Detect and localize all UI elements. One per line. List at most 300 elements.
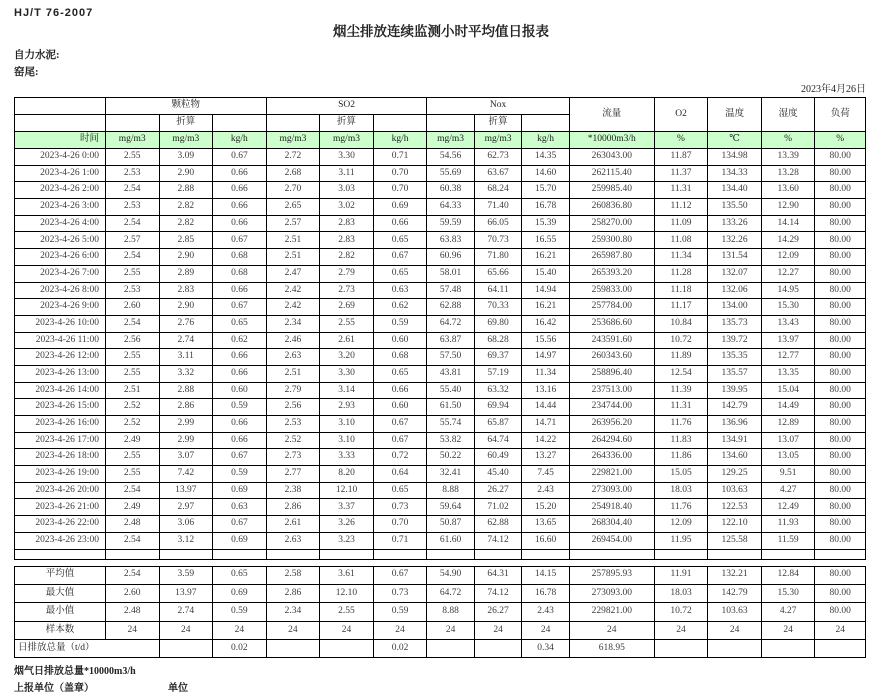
- value-cell: 2.89: [159, 265, 213, 282]
- value-cell: 15.04: [761, 382, 815, 399]
- value-cell: 16.42: [522, 315, 570, 332]
- time-cell: 2023-4-26 20:00: [15, 482, 106, 499]
- summary-value-cell: 24: [569, 621, 654, 639]
- value-cell: 80.00: [815, 349, 866, 366]
- value-cell: 71.02: [474, 499, 521, 516]
- summary-label: 最大值: [15, 584, 106, 602]
- value-cell: 3.12: [159, 532, 213, 549]
- value-cell: 3.20: [320, 349, 374, 366]
- unit-cell: %: [815, 132, 866, 149]
- summary-value-cell: 618.95: [569, 640, 654, 658]
- summary-value-cell: 15.30: [761, 584, 815, 602]
- value-cell: 2.53: [105, 165, 159, 182]
- value-cell: 10.72: [654, 332, 708, 349]
- summary-value-cell: 273093.00: [569, 584, 654, 602]
- time-cell: 2023-4-26 5:00: [15, 232, 106, 249]
- data-row: [15, 182, 866, 199]
- unit-cell: mg/m3: [266, 132, 320, 149]
- value-cell: 11.34: [522, 365, 570, 382]
- units-header-row: [15, 132, 866, 149]
- value-cell: 2.61: [266, 516, 320, 533]
- time-cell: 2023-4-26 8:00: [15, 282, 106, 299]
- value-cell: 2.55: [320, 315, 374, 332]
- summary-value-cell: 11.91: [654, 566, 708, 584]
- data-row: [15, 265, 866, 282]
- value-cell: 9.51: [761, 466, 815, 483]
- summary-value-cell: 2.48: [105, 603, 159, 621]
- value-cell: 135.73: [708, 315, 762, 332]
- value-cell: 80.00: [815, 449, 866, 466]
- summary-value-cell: 2.58: [266, 566, 320, 584]
- value-cell: 11.86: [654, 449, 708, 466]
- summary-label: 日排放总量（t/d）: [15, 640, 160, 658]
- summary-value-cell: 0.65: [213, 566, 267, 584]
- value-cell: 0.67: [213, 299, 267, 316]
- value-cell: 3.09: [159, 149, 213, 166]
- site-name: 窑尾:: [14, 67, 39, 78]
- value-cell: 243591.60: [569, 332, 654, 349]
- monitoring-table: [14, 97, 866, 560]
- value-cell: 80.00: [815, 165, 866, 182]
- value-cell: 0.69: [213, 482, 267, 499]
- value-cell: 80.00: [815, 215, 866, 232]
- data-row: [15, 299, 866, 316]
- value-cell: 11.12: [654, 199, 708, 216]
- value-cell: 2.46: [266, 332, 320, 349]
- data-row: [15, 466, 866, 483]
- value-cell: 259985.40: [569, 182, 654, 199]
- value-cell: 2.99: [159, 432, 213, 449]
- unit-cell: %: [761, 132, 815, 149]
- value-cell: 64.33: [427, 199, 474, 216]
- empty-header-cell: [266, 115, 320, 132]
- value-cell: 70.73: [474, 232, 521, 249]
- time-cell: 2023-4-26 21:00: [15, 499, 106, 516]
- data-row: [15, 499, 866, 516]
- value-cell: 11.34: [654, 249, 708, 266]
- value-cell: 2.52: [105, 399, 159, 416]
- summary-value-cell: 103.63: [708, 603, 762, 621]
- value-cell: 131.54: [708, 249, 762, 266]
- time-cell: 2023-4-26 1:00: [15, 165, 106, 182]
- value-cell: 2.83: [320, 215, 374, 232]
- summary-value-cell: 0.73: [373, 584, 427, 602]
- time-cell: 2023-4-26 16:00: [15, 416, 106, 433]
- group-header-row: [15, 98, 866, 115]
- time-cell: 2023-4-26 4:00: [15, 215, 106, 232]
- value-cell: 0.66: [213, 432, 267, 449]
- value-cell: 13.27: [522, 449, 570, 466]
- empty-cell: [427, 549, 474, 559]
- value-cell: 11.76: [654, 499, 708, 516]
- empty-cell: [320, 549, 374, 559]
- value-cell: 26.27: [474, 482, 521, 499]
- summary-row: [15, 566, 866, 584]
- value-cell: 139.72: [708, 332, 762, 349]
- time-cell: 2023-4-26 0:00: [15, 149, 106, 166]
- value-cell: 80.00: [815, 332, 866, 349]
- value-cell: 122.53: [708, 499, 762, 516]
- value-cell: 65.87: [474, 416, 521, 433]
- data-row: [15, 382, 866, 399]
- value-cell: 80.00: [815, 365, 866, 382]
- flue-gas-total-note: 烟气日排放总量*10000m3/h: [14, 666, 136, 678]
- value-cell: 135.57: [708, 365, 762, 382]
- value-cell: 14.95: [761, 282, 815, 299]
- value-cell: 80.00: [815, 249, 866, 266]
- value-cell: 0.59: [373, 315, 427, 332]
- value-cell: 14.44: [522, 399, 570, 416]
- value-cell: 134.91: [708, 432, 762, 449]
- summary-value-cell: 24: [105, 621, 159, 639]
- value-cell: 2.38: [266, 482, 320, 499]
- time-cell: 2023-4-26 22:00: [15, 516, 106, 533]
- unit-cell: mg/m3: [159, 132, 213, 149]
- data-row: [15, 165, 866, 182]
- value-cell: 3.33: [320, 449, 374, 466]
- value-cell: 63.83: [427, 232, 474, 249]
- value-cell: 16.21: [522, 299, 570, 316]
- value-cell: 2.55: [105, 149, 159, 166]
- value-cell: 2.90: [159, 165, 213, 182]
- value-cell: 13.43: [761, 315, 815, 332]
- value-cell: 132.07: [708, 265, 762, 282]
- time-cell: 2023-4-26 11:00: [15, 332, 106, 349]
- value-cell: 11.09: [654, 215, 708, 232]
- time-cell: 2023-4-26 17:00: [15, 432, 106, 449]
- value-cell: 0.73: [373, 499, 427, 516]
- value-cell: 2.55: [105, 265, 159, 282]
- value-cell: 2.79: [266, 382, 320, 399]
- value-cell: 16.78: [522, 199, 570, 216]
- value-cell: 11.39: [654, 382, 708, 399]
- summary-table: [14, 566, 866, 659]
- value-cell: 136.96: [708, 416, 762, 433]
- value-cell: 0.67: [213, 149, 267, 166]
- value-cell: 2.56: [266, 399, 320, 416]
- value-cell: 12.90: [761, 199, 815, 216]
- value-cell: 3.10: [320, 416, 374, 433]
- value-cell: 2.43: [522, 482, 570, 499]
- summary-value-cell: 0.59: [373, 603, 427, 621]
- empty-cell: [105, 549, 159, 559]
- summary-label: 样本数: [15, 621, 106, 639]
- value-cell: 14.22: [522, 432, 570, 449]
- empty-header-cell: [427, 115, 474, 132]
- value-cell: 253686.60: [569, 315, 654, 332]
- empty-header-cell: [15, 98, 106, 115]
- value-cell: 11.31: [654, 182, 708, 199]
- value-cell: 14.94: [522, 282, 570, 299]
- value-cell: 264294.60: [569, 432, 654, 449]
- value-cell: 135.35: [708, 349, 762, 366]
- value-cell: 68.24: [474, 182, 521, 199]
- value-cell: 57.19: [474, 365, 521, 382]
- summary-value-cell: 0.69: [213, 584, 267, 602]
- value-cell: 50.22: [427, 449, 474, 466]
- value-cell: 13.97: [159, 482, 213, 499]
- value-cell: 4.27: [761, 482, 815, 499]
- value-cell: 11.28: [654, 265, 708, 282]
- summary-value-cell: [654, 640, 708, 658]
- value-cell: 14.14: [761, 215, 815, 232]
- value-cell: 258270.00: [569, 215, 654, 232]
- group-nox: Nox: [427, 98, 569, 115]
- empty-cell: [213, 549, 267, 559]
- value-cell: 0.66: [373, 215, 427, 232]
- value-cell: 259833.00: [569, 282, 654, 299]
- summary-value-cell: 54.90: [427, 566, 475, 584]
- value-cell: 0.59: [213, 466, 267, 483]
- value-cell: 80.00: [815, 416, 866, 433]
- summary-label: 平均值: [15, 566, 106, 584]
- unit-cell: mg/m3: [320, 132, 374, 149]
- data-row: [15, 432, 866, 449]
- summary-value-cell: 13.97: [159, 584, 213, 602]
- value-cell: 3.30: [320, 149, 374, 166]
- value-cell: 11.89: [654, 349, 708, 366]
- time-cell: 2023-4-26 19:00: [15, 466, 106, 483]
- summary-value-cell: 2.74: [159, 603, 213, 621]
- value-cell: 2.65: [266, 199, 320, 216]
- value-cell: 71.80: [474, 249, 521, 266]
- value-cell: 55.69: [427, 165, 474, 182]
- value-cell: 16.60: [522, 532, 570, 549]
- value-cell: 0.67: [373, 416, 427, 433]
- value-cell: 80.00: [815, 482, 866, 499]
- value-cell: 0.60: [373, 332, 427, 349]
- value-cell: 2.86: [266, 499, 320, 516]
- value-cell: 2.83: [320, 232, 374, 249]
- value-cell: 2.77: [266, 466, 320, 483]
- value-cell: 13.97: [761, 332, 815, 349]
- value-cell: 14.97: [522, 349, 570, 366]
- value-cell: 0.67: [373, 249, 427, 266]
- value-cell: 63.32: [474, 382, 521, 399]
- value-cell: 2.76: [159, 315, 213, 332]
- unit-label: 单位: [168, 683, 188, 694]
- value-cell: 2.55: [105, 449, 159, 466]
- empty-header-cell: [522, 115, 570, 132]
- pm-converted-label: 折算: [159, 115, 213, 132]
- value-cell: 2.99: [159, 416, 213, 433]
- value-cell: 15.56: [522, 332, 570, 349]
- value-cell: 0.62: [213, 332, 267, 349]
- value-cell: 0.66: [213, 365, 267, 382]
- group-load: 负荷: [815, 98, 866, 132]
- unit-cell: mg/m3: [427, 132, 474, 149]
- value-cell: 2.72: [266, 149, 320, 166]
- summary-value-cell: 2.86: [266, 584, 320, 602]
- value-cell: 258896.40: [569, 365, 654, 382]
- value-cell: 55.74: [427, 416, 474, 433]
- unit-cell: mg/m3: [474, 132, 521, 149]
- summary-value-cell: [320, 640, 374, 658]
- group-humidity: 湿度: [761, 98, 815, 132]
- value-cell: 2.57: [266, 215, 320, 232]
- report-title: 烟尘排放连续监测小时平均值日报表: [333, 24, 549, 39]
- summary-value-cell: 74.12: [474, 584, 522, 602]
- value-cell: 2.54: [105, 482, 159, 499]
- standard-code: HJ/T 76-2007: [14, 7, 94, 19]
- data-row: [15, 365, 866, 382]
- summary-value-cell: 24: [654, 621, 708, 639]
- value-cell: 3.03: [320, 182, 374, 199]
- value-cell: 80.00: [815, 265, 866, 282]
- value-cell: 0.68: [213, 249, 267, 266]
- value-cell: 263043.00: [569, 149, 654, 166]
- value-cell: 269454.00: [569, 532, 654, 549]
- value-cell: 68.28: [474, 332, 521, 349]
- value-cell: 0.63: [373, 282, 427, 299]
- value-cell: 60.49: [474, 449, 521, 466]
- value-cell: 80.00: [815, 499, 866, 516]
- value-cell: 13.05: [761, 449, 815, 466]
- value-cell: 11.76: [654, 416, 708, 433]
- empty-cell: [654, 549, 708, 559]
- empty-header-cell: [15, 115, 106, 132]
- value-cell: 2.34: [266, 315, 320, 332]
- value-cell: 13.35: [761, 365, 815, 382]
- value-cell: 55.40: [427, 382, 474, 399]
- summary-value-cell: 4.27: [761, 603, 815, 621]
- value-cell: 268304.40: [569, 516, 654, 533]
- value-cell: 0.70: [373, 516, 427, 533]
- value-cell: 2.55: [105, 365, 159, 382]
- value-cell: 134.33: [708, 165, 762, 182]
- empty-cell: [708, 549, 762, 559]
- value-cell: 2.93: [320, 399, 374, 416]
- value-cell: 60.38: [427, 182, 474, 199]
- summary-value-cell: 2.54: [105, 566, 159, 584]
- summary-value-cell: [815, 640, 866, 658]
- value-cell: 14.60: [522, 165, 570, 182]
- summary-value-cell: 3.59: [159, 566, 213, 584]
- value-cell: 8.88: [427, 482, 474, 499]
- summary-value-cell: 2.60: [105, 584, 159, 602]
- value-cell: 80.00: [815, 182, 866, 199]
- value-cell: 7.42: [159, 466, 213, 483]
- value-cell: 32.41: [427, 466, 474, 483]
- value-cell: 13.16: [522, 382, 570, 399]
- summary-label: 最小值: [15, 603, 106, 621]
- value-cell: 2.74: [159, 332, 213, 349]
- summary-value-cell: 24: [815, 621, 866, 639]
- summary-value-cell: 24: [474, 621, 522, 639]
- value-cell: 260343.60: [569, 349, 654, 366]
- value-cell: 0.71: [373, 532, 427, 549]
- summary-value-cell: 142.79: [708, 584, 762, 602]
- data-row: [15, 349, 866, 366]
- data-row: [15, 249, 866, 266]
- unit-cell: mg/m3: [105, 132, 159, 149]
- value-cell: 2.51: [266, 249, 320, 266]
- value-cell: 265987.80: [569, 249, 654, 266]
- value-cell: 12.89: [761, 416, 815, 433]
- summary-value-cell: 26.27: [474, 603, 522, 621]
- summary-value-cell: 8.88: [427, 603, 475, 621]
- unit-cell: *10000m3/h: [569, 132, 654, 149]
- value-cell: 2.97: [159, 499, 213, 516]
- value-cell: 2.82: [159, 199, 213, 216]
- company-name: 自力水泥:: [14, 50, 60, 61]
- value-cell: 273093.00: [569, 482, 654, 499]
- unit-cell: kg/h: [213, 132, 267, 149]
- time-cell: 2023-4-26 2:00: [15, 182, 106, 199]
- summary-value-cell: 80.00: [815, 584, 866, 602]
- value-cell: 142.79: [708, 399, 762, 416]
- value-cell: 3.32: [159, 365, 213, 382]
- value-cell: 64.74: [474, 432, 521, 449]
- empty-header-cell: [373, 115, 427, 132]
- summary-row: [15, 584, 866, 602]
- value-cell: 63.87: [427, 332, 474, 349]
- value-cell: 135.50: [708, 199, 762, 216]
- summary-value-cell: 16.78: [522, 584, 570, 602]
- data-row: [15, 399, 866, 416]
- summary-row: [15, 621, 866, 639]
- summary-value-cell: 24: [159, 621, 213, 639]
- summary-row: [15, 603, 866, 621]
- time-cell: 2023-4-26 18:00: [15, 449, 106, 466]
- value-cell: 0.63: [213, 499, 267, 516]
- value-cell: 2.85: [159, 232, 213, 249]
- value-cell: 58.01: [427, 265, 474, 282]
- value-cell: 8.20: [320, 466, 374, 483]
- summary-value-cell: 80.00: [815, 566, 866, 584]
- value-cell: 0.60: [213, 382, 267, 399]
- value-cell: 2.42: [266, 299, 320, 316]
- value-cell: 80.00: [815, 516, 866, 533]
- value-cell: 0.67: [213, 449, 267, 466]
- value-cell: 80.00: [815, 315, 866, 332]
- data-row: [15, 532, 866, 549]
- value-cell: 11.37: [654, 165, 708, 182]
- value-cell: 3.23: [320, 532, 374, 549]
- summary-value-cell: 24: [522, 621, 570, 639]
- value-cell: 12.09: [654, 516, 708, 533]
- value-cell: 139.95: [708, 382, 762, 399]
- value-cell: 2.53: [266, 416, 320, 433]
- value-cell: 7.45: [522, 466, 570, 483]
- summary-value-cell: [159, 640, 213, 658]
- value-cell: 2.88: [159, 182, 213, 199]
- value-cell: 70.33: [474, 299, 521, 316]
- value-cell: 2.53: [105, 282, 159, 299]
- summary-value-cell: 24: [373, 621, 427, 639]
- value-cell: 0.64: [373, 466, 427, 483]
- value-cell: 11.08: [654, 232, 708, 249]
- value-cell: 2.54: [105, 182, 159, 199]
- summary-value-cell: 3.61: [320, 566, 374, 584]
- time-cell: 2023-4-26 23:00: [15, 532, 106, 549]
- value-cell: 45.40: [474, 466, 521, 483]
- value-cell: 80.00: [815, 466, 866, 483]
- value-cell: 2.60: [105, 299, 159, 316]
- value-cell: 11.95: [654, 532, 708, 549]
- value-cell: 14.35: [522, 149, 570, 166]
- value-cell: 0.65: [213, 315, 267, 332]
- value-cell: 2.56: [105, 332, 159, 349]
- value-cell: 0.72: [373, 449, 427, 466]
- value-cell: 3.11: [320, 165, 374, 182]
- value-cell: 2.82: [320, 249, 374, 266]
- summary-value-cell: 2.43: [522, 603, 570, 621]
- value-cell: 0.67: [213, 232, 267, 249]
- value-cell: 2.83: [159, 282, 213, 299]
- value-cell: 134.60: [708, 449, 762, 466]
- value-cell: 0.62: [373, 299, 427, 316]
